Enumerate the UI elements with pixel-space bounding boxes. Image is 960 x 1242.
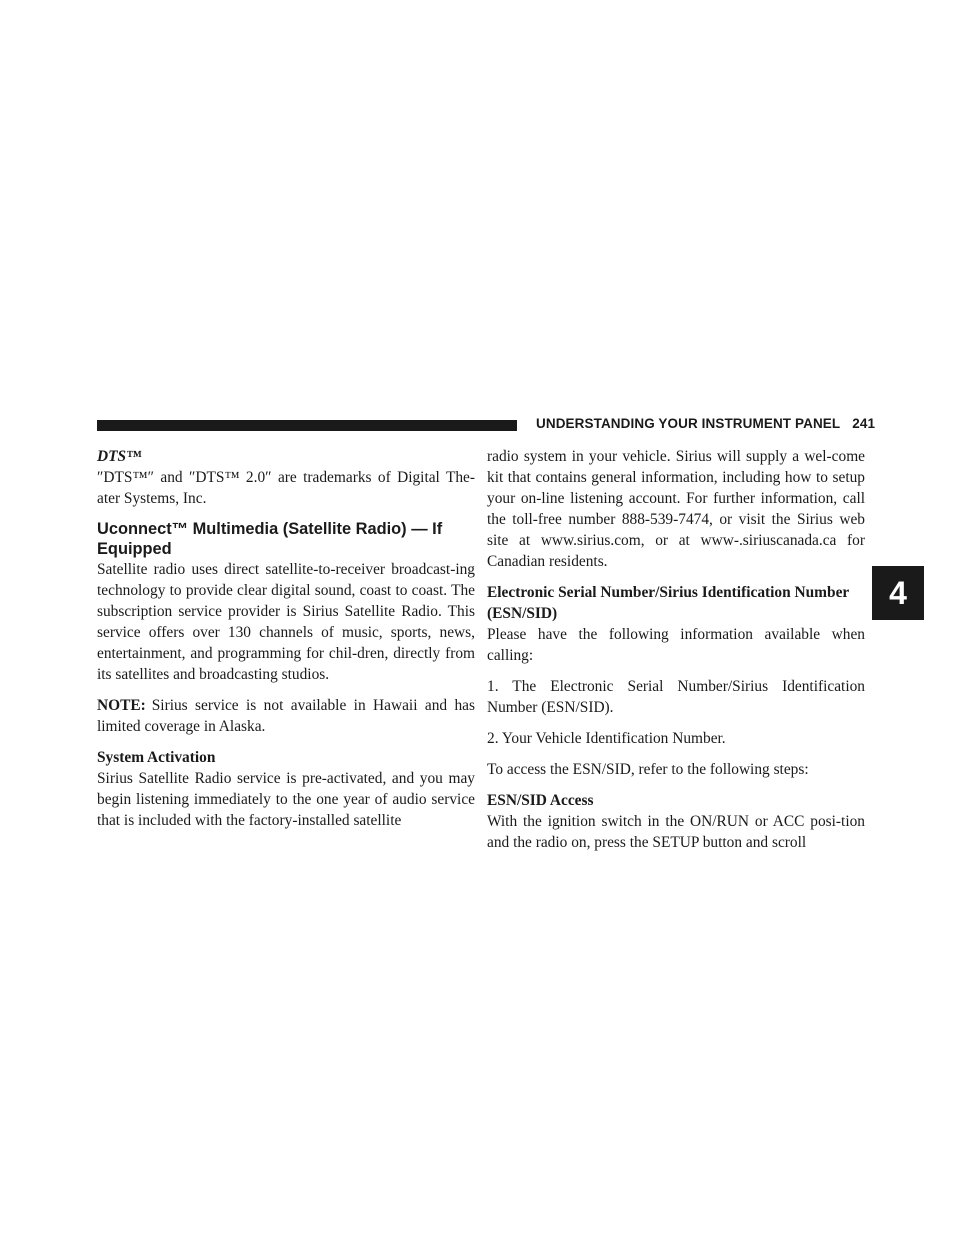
access-heading: ESN/SID Access [487, 792, 594, 809]
dts-heading: DTS™ [97, 448, 142, 465]
access-paragraph: With the ignition switch in the ON/RUN or ACC posi-tion and the radio on, press the SETUP button and scroll [487, 813, 865, 851]
running-header [536, 416, 875, 431]
list-item-2: 2. Your Vehicle Identification Number. [487, 730, 726, 747]
section-title: UNDERSTANDING YOUR INSTRUMENT PANEL [536, 416, 841, 431]
esn-paragraph: Please have the following information available when calling: [487, 626, 865, 664]
list-item-1: 1. The Electronic Serial Number/Sirius Identification Number (ESN/SID). [487, 678, 865, 716]
uconnect-paragraph: Satellite radio uses direct satellite-to-receiver broadcast-ing technology to provide clear digital sound, coast to coast. The subscription service provider is Sirius Satellite Radio. This service offers over 130 channels of music, sports, news, entertainment, and programming for chil-dren, directly from its satellites and broadcasting studios. [97, 561, 475, 683]
access-intro: To access the ESN/SID, refer to the following steps: [487, 761, 809, 778]
dts-paragraph: ″DTS™″ and ″DTS™ 2.0″ are trademarks of Digital The-ater Systems, Inc. [97, 469, 475, 507]
activation-heading: System Activation [97, 749, 216, 766]
activation-continued: radio system in your vehicle. Sirius will supply a wel-come kit that contains general information, including how to setup your on-line listening account. For further information, call the toll-free number 888-539-7474, or visit the Sirius web site at www.sirius.com, or at www-.siriuscanada.ca for Canadian residents. [487, 448, 865, 570]
note-label: NOTE: [97, 697, 146, 714]
esn-heading: Electronic Serial Number/Sirius Identification Number (ESN/SID) [487, 584, 849, 622]
page-number: 241 [852, 416, 876, 431]
note-paragraph [97, 695, 475, 737]
chapter-tab: 4 [872, 566, 924, 620]
uconnect-heading: Uconnect™ Multimedia (Satellite Radio) — If Equipped [97, 520, 443, 558]
note-text: Sirius service is not available in Hawaii and has limited coverage in Alaska. [97, 697, 475, 735]
activation-paragraph: Sirius Satellite Radio service is pre-activated, and you may begin listening immediately to the one year of audio service that is included with the factory-installed satellite [97, 770, 475, 829]
right-column [487, 446, 865, 853]
left-column [97, 446, 475, 831]
header-rule [97, 420, 517, 431]
